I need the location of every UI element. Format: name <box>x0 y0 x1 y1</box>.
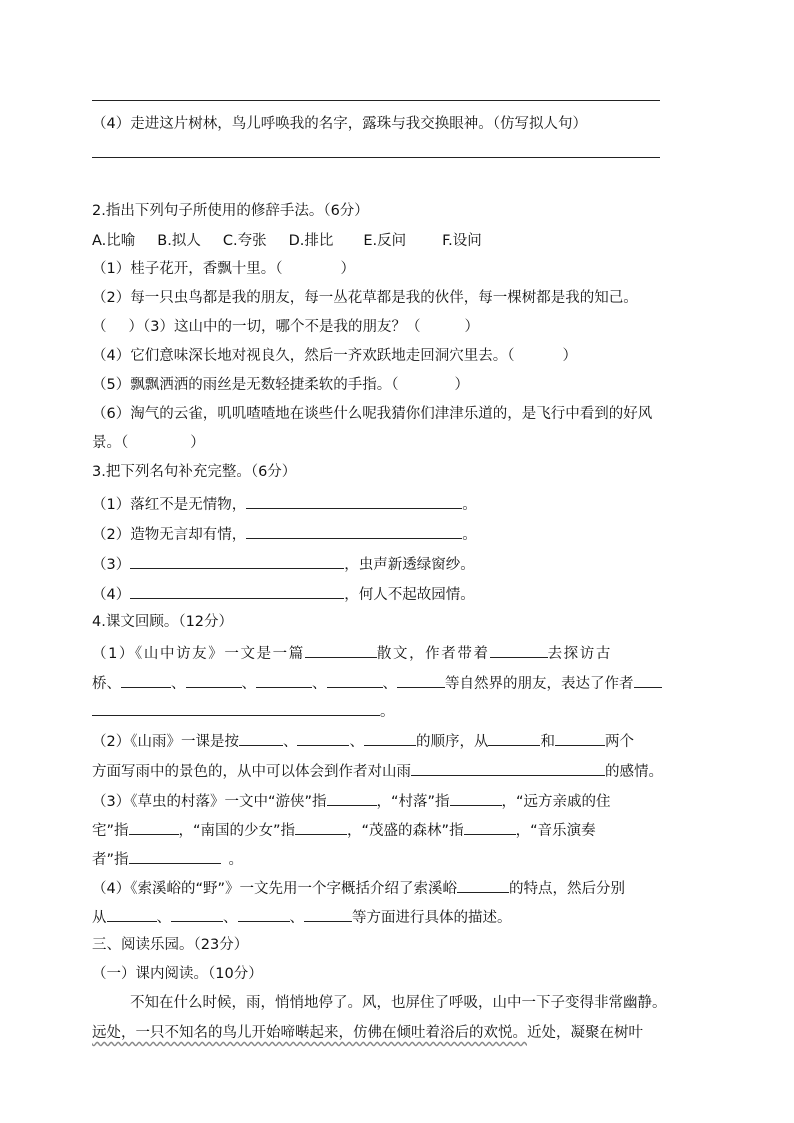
fill-blank[interactable] <box>327 672 383 688</box>
fill-blank[interactable] <box>457 877 509 893</box>
fill-blank[interactable] <box>450 790 502 806</box>
fill-blank[interactable] <box>256 672 312 688</box>
fill-blank[interactable] <box>130 553 344 569</box>
fill-blank[interactable] <box>171 906 223 922</box>
fill-blank[interactable] <box>327 790 377 806</box>
underlined-sentence: 远处，一只不知名的鸟儿开始啼啭起来，仿佛在倾吐着浴后的欢悦。 <box>92 1025 527 1041</box>
fill-blank[interactable] <box>411 760 605 776</box>
fill-blank[interactable] <box>129 819 179 835</box>
fill-blank[interactable] <box>397 672 445 688</box>
answer-line <box>92 157 660 158</box>
answer-line <box>92 100 660 101</box>
fill-blank[interactable] <box>121 672 171 688</box>
q2-heading: 2.指出下列句子所使用的修辞手法。（6分） <box>92 203 369 219</box>
option-d: D.排比 <box>288 233 334 249</box>
q4-item-1-end: 。 <box>92 700 395 722</box>
fill-blank[interactable] <box>92 700 380 716</box>
fill-blank[interactable] <box>186 672 242 688</box>
q4-item-3: （3）《草虫的村落》一文中“游侠”指 ，“村落”指 ，“远方亲戚的住 <box>92 790 611 812</box>
q4-heading: 4.课文回顾。（12分） <box>92 614 234 630</box>
option-e: E.反问 <box>363 233 407 249</box>
fill-blank[interactable] <box>130 583 344 599</box>
q3-item-1: （1）落红不是无情物， 。 <box>92 493 477 515</box>
q4-item-4-cont: 从 、 、 、 等方面进行具体的描述。 <box>92 906 512 928</box>
q2-options <box>92 231 482 251</box>
q2-item-4: （4）它们意味深长地对视良久，然后一齐欢跃地走回洞穴里去。（ ） <box>92 348 577 364</box>
q2-item-6: （6）淘气的云雀，叽叽喳喳地在谈些什么呢我猜你们津津乐道的，是飞行中看到的好风 <box>92 406 653 422</box>
q3-item-3: （3） ，虫声新透绿窗纱。 <box>92 553 475 575</box>
q2-item-2-3: （ ）（3）这山中的一切，哪个不是我的朋友？（ ） <box>92 319 479 335</box>
fill-blank[interactable] <box>239 730 283 746</box>
q4-item-1-cont: 桥、 、 、 、 、 等自然界的朋友，表达了作者 <box>92 672 662 694</box>
option-a: A.比喻 <box>92 233 136 249</box>
fill-blank[interactable] <box>464 819 516 835</box>
fill-blank[interactable] <box>555 730 605 746</box>
q4-item-4: （4）《索溪峪的“野”》一文先用一个字概括介绍了索溪峪 的特点，然后分别 <box>92 877 625 899</box>
q2-item-5: （5）飘飘洒洒的雨丝是无数轻捷柔软的手指。（ ） <box>92 377 469 393</box>
fill-blank[interactable] <box>297 730 349 746</box>
option-b: B.拟人 <box>157 233 201 249</box>
q4-item-2-cont: 方面写雨中的景色的，从中可以体会到作者对山雨 的感情。 <box>92 760 663 782</box>
reading-paragraph-line-2: 远处，一只不知名的鸟儿开始啼啭起来，仿佛在倾吐着浴后的欢悦。近处，凝聚在树叶 <box>92 1025 643 1041</box>
q4-item-3-end: 者”指 。 <box>92 848 243 870</box>
q3-item-2: （2）造物无言却有情， 。 <box>92 523 477 545</box>
fill-blank[interactable] <box>364 730 416 746</box>
q2-item-1: （1）桂子花开，香飘十里。（ ） <box>92 261 355 277</box>
q4-item-3-cont: 宅”指 ，“南国的少女”指 ，“茂盛的森林”指 ，“音乐演奏 <box>92 819 596 841</box>
q1-item-4: （4）走进这片树林，鸟儿呼唤我的名字，露珠与我交换眼神。（仿写拟人句） <box>92 116 587 132</box>
fill-blank[interactable] <box>305 642 377 658</box>
fill-blank[interactable] <box>295 819 347 835</box>
fill-blank[interactable] <box>238 906 290 922</box>
option-f: F.设问 <box>442 233 482 249</box>
q2-item-2: （2）每一只虫鸟都是我的朋友，每一丛花草都是我的伙伴，每一棵树都是我的知己。 <box>92 290 638 306</box>
section-3-heading: 三、阅读乐园。（23分） <box>92 937 249 953</box>
q3-item-4: （4） ，何人不起故园情。 <box>92 583 475 605</box>
section-3-subheading: （一）课内阅读。（10分） <box>92 966 263 982</box>
q3-heading: 3.把下列名句补充完整。（6分） <box>92 464 297 480</box>
option-c: C.夸张 <box>222 233 267 249</box>
fill-blank[interactable] <box>304 906 352 922</box>
fill-blank[interactable] <box>488 730 540 746</box>
fill-blank[interactable] <box>246 493 462 509</box>
q2-item-6-cont: 景。（ ） <box>92 435 205 451</box>
fill-blank[interactable] <box>246 523 462 539</box>
reading-paragraph-line-1: 不知在什么时候，雨，悄悄地停了。风，也屏住了呼吸，山中一下子变得非常幽静。 <box>130 995 667 1011</box>
fill-blank[interactable] <box>490 642 548 658</box>
q4-item-2: （2）《山雨》一课是按 、 、 的顺序，从 和 两个 <box>92 730 634 752</box>
q4-item-1: （1）《山中访友》一文是一篇 散文，作者带着 去探访古 <box>92 642 612 664</box>
fill-blank[interactable] <box>129 848 221 864</box>
fill-blank[interactable] <box>634 672 662 688</box>
fill-blank[interactable] <box>107 906 157 922</box>
